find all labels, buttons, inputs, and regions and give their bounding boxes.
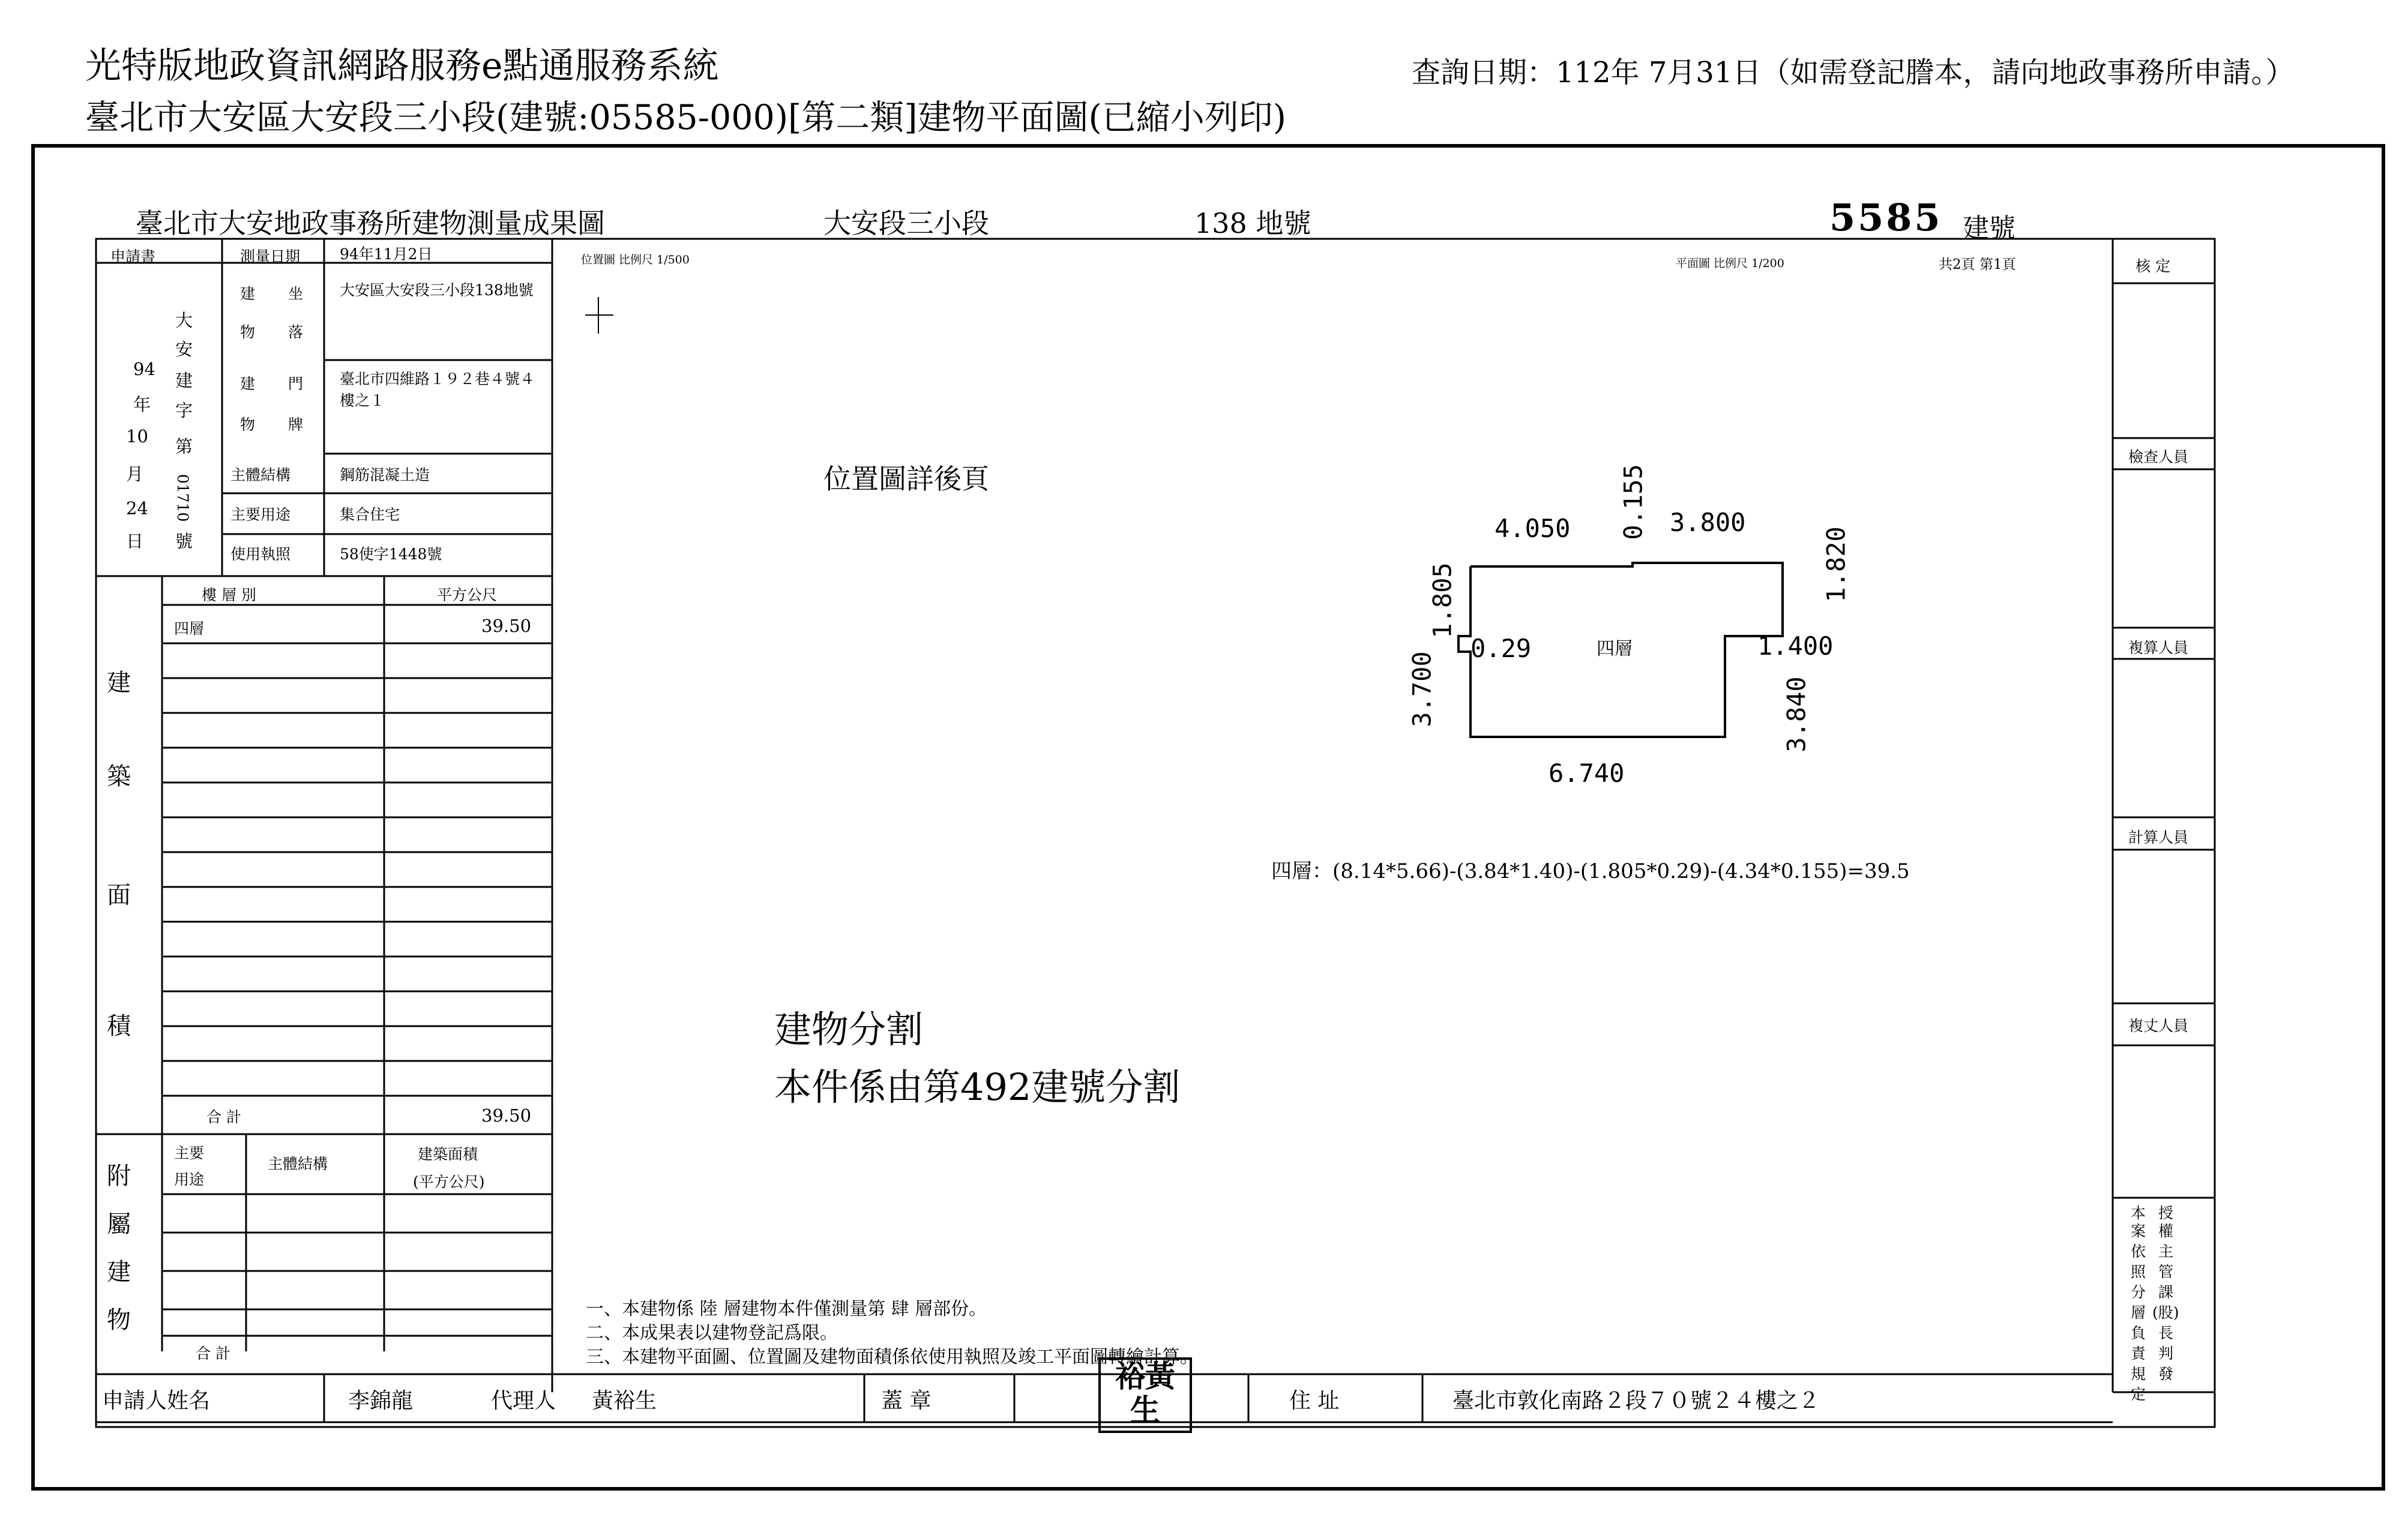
area-header: 平方公尺 [437,586,498,604]
address: 臺北市敦化南路２段７０號２４樓之２ [1452,1389,1820,1413]
auth-9: 分 [2131,1284,2146,1301]
annex-vert-2: 屬 [107,1210,131,1238]
annex-area-header: 建築面積 [418,1146,478,1163]
license-value: 58使字1448號 [340,545,442,563]
area-total-label: 合 計 [206,1108,241,1126]
annex-area-unit: (平方公尺) [413,1173,485,1191]
auth-17: 規 [2131,1365,2146,1383]
door-label-3: 物 [240,416,256,433]
floor-row-name: 四層 [174,620,205,637]
auth-10: 課 [2158,1284,2174,1301]
license-label: 使用執照 [230,545,291,563]
area-formula: 四層：(8.14*5.66)-(3.84*1.40)-(1.805*0.29)-(4.34*0.155)=39.5 [1271,859,1910,883]
area-vert-2: 築 [107,763,131,790]
area-vert-1: 建 [107,669,131,697]
auth-7: 照 [2131,1263,2146,1281]
auth-8: 管 [2158,1263,2174,1281]
app-office-4: 字 [175,400,193,421]
page-count: 共2頁 第1頁 [1939,257,2016,272]
door-label-4: 牌 [288,416,304,433]
note-3: 三、本建物平面圖、位置圖及建物面積係依使用執照及竣工平面圖轉繪計算。 [586,1347,1198,1368]
floor-row-area: 39.50 [481,616,532,636]
annex-vert-4: 物 [107,1306,131,1334]
floor-header: 樓 層 別 [202,586,256,604]
door-label-1: 建 [240,375,256,392]
app-year-label: 年 [133,394,151,415]
annex-vert-3: 建 [107,1258,131,1286]
sheet-section: 大安段三小段 [823,207,989,239]
split-text: 本件係由第492建號分割 [774,1065,1181,1109]
plan-floor-label: 四層 [1597,638,1633,659]
app-office-2: 安 [175,339,193,359]
auth-4: 權 [2158,1222,2174,1240]
auth-1: 本 [2131,1204,2146,1222]
split-title: 建物分割 [774,1008,924,1051]
app-month-label: 月 [126,464,144,484]
inspector-label: 檢查人員 [2128,448,2189,466]
building-location: 大安區大安段三小段138地號 [340,281,534,299]
auth-2: 授 [2158,1204,2174,1222]
usage-value: 集合住宅 [340,506,400,523]
calculator-label: 計算人員 [2128,829,2189,846]
annex-structure-header: 主體結構 [268,1155,328,1173]
dim-left: 3.700 [1407,651,1437,727]
area-total: 39.50 [481,1105,532,1126]
door-plate: 臺北市四維路１９２巷４號４樓之１ [340,370,535,409]
door-label-2: 門 [288,375,304,392]
location-map-label: 位置圖 比例尺 1/500 [581,253,690,266]
auth-3: 案 [2131,1222,2146,1240]
reviewer-label: 複算人員 [2128,639,2189,656]
seal-stamp: 裕黃生 [1098,1357,1192,1433]
auth-19: 定 [2131,1386,2146,1403]
sheet-title: 臺北市大安地政事務所建物測量成果圖 [136,207,605,239]
survey-date: 94年11月2日 [340,245,433,263]
location-label-3: 物 [240,323,256,341]
dim-top-right: 3.800 [1670,508,1746,537]
note-2: 二、本成果表以建物登記爲限。 [586,1323,838,1344]
retaker-label: 複丈人員 [2128,1017,2189,1035]
app-day-label: 日 [126,531,144,551]
auth-16: 判 [2158,1345,2174,1362]
survey-date-label: 測量日期 [240,248,301,265]
auth-6: 主 [2158,1243,2174,1260]
auth-13: 負 [2131,1324,2146,1342]
applicant-name-label: 申請人姓名 [102,1389,211,1413]
address-label: 住 址 [1289,1389,1340,1413]
query-date: 查詢日期：112年 7月31日（如需登記謄本，請向地政事務所申請。） [1412,56,2295,89]
dim-top-left: 4.050 [1494,514,1571,543]
form-outline [96,239,2215,1427]
usage-label: 主要用途 [230,506,291,523]
north-arrow-icon [585,297,613,334]
seal-label: 蓋 章 [881,1389,932,1413]
auth-15: 責 [2131,1345,2146,1362]
annex-vert-1: 附 [107,1162,131,1190]
structure-label: 主體結構 [230,466,291,484]
location-label-4: 落 [288,323,304,341]
area-vert-4: 積 [107,1012,131,1040]
dim-right-low: 3.840 [1781,676,1811,752]
auth-5: 依 [2131,1243,2146,1260]
annex-use-header: 主要用途 [174,1144,205,1188]
applicant-name: 李錦龍 [348,1389,414,1413]
app-year: 94 [133,359,155,379]
app-day: 24 [126,498,148,518]
app-office-3: 建 [175,370,193,391]
document-subtitle: 臺北市大安區大安段三小段(建號:05585-000)[第二類]建物平面圖(已縮小列印) [85,98,1287,137]
plan-scale-label: 平面圖 比例尺 1/200 [1676,257,1784,270]
dim-left-top: 1.805 [1427,562,1457,638]
auth-18: 發 [2158,1365,2174,1383]
app-office-1: 大 [175,310,193,331]
location-note: 位置圖詳後頁 [823,463,989,495]
dim-bottom: 6.740 [1549,758,1625,788]
system-title: 光特版地政資訊網路服務e點通服務系統 [85,45,719,87]
auth-11: 層 [2131,1304,2146,1321]
note-1: 一、本建物係 陸 層建物本件僅測量第 肆 層部份。 [586,1299,987,1320]
location-label-2: 坐 [288,285,304,302]
dim-inner-left: 0.29 [1470,634,1532,663]
building-number: 5585 [1829,196,1943,239]
area-vert-3: 面 [107,882,131,909]
app-number: 01710 [174,474,191,522]
auth-12: (股) [2152,1304,2179,1321]
agent-label: 代理人 [491,1389,556,1413]
app-office-5: 第 [175,436,193,457]
app-month: 10 [126,426,148,446]
app-number-label: 號 [175,531,193,551]
agent-name: 黃裕生 [592,1389,657,1413]
location-label-1: 建 [240,285,256,302]
approve-label: 核 定 [2136,257,2170,275]
annex-total-label: 合 計 [196,1345,230,1362]
structure-value: 鋼筋混凝土造 [340,466,430,484]
dim-notch: 1.400 [1757,631,1834,661]
dim-right-top: 1.820 [1821,526,1851,602]
sheet-lot: 138 地號 [1194,207,1311,239]
dim-top-mid: 0.155 [1618,464,1648,540]
building-number-label: 建號 [1963,213,2015,244]
applicant-label: 申請書 [110,248,156,265]
auth-14: 長 [2158,1324,2174,1342]
